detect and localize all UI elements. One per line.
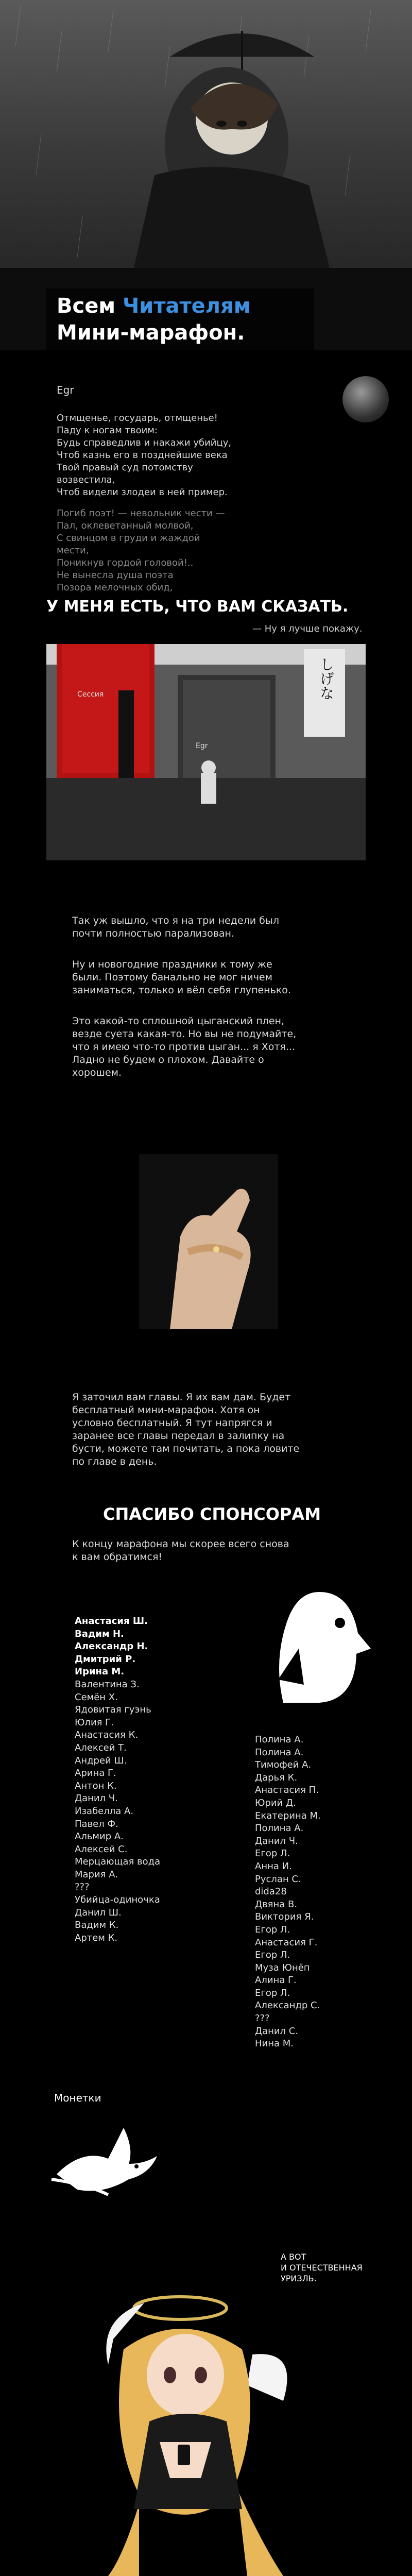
sponsor-right-item: Егор Л. [255,1924,290,1935]
sponsor-right-item: Александр С. [255,2000,320,2011]
sponsor-right-item: Нина М. [255,2038,294,2049]
dove-illustration [46,2117,165,2205]
sponsor-left-item: Анастасия К. [75,1730,139,1741]
comic-panel-1 [46,644,366,860]
sponsor-left-item: Изабелла А. [75,1805,134,1817]
paragraph-1: Так уж вышло, что я на три недели был почти полностью парализован. [72,915,279,939]
title-box [46,289,314,355]
sponsor-left-item: Артем К. [75,1932,118,1943]
sponsor-right-item: Полина А. [255,1747,304,1758]
sponsor-bold-4: Дмитрий Р. [75,1653,136,1665]
sponsor-left-item: Арина Г. [75,1768,116,1779]
author-name: Egr [57,384,74,396]
poem-visible: Отмщенье, государь, отмщенье! Паду к ногам твоим: Будь справедлив и накажи убийцу, Чтоб казнь его в позднейшие века Твой правый суд потомству возвестила, Чтоб видели злодеи в ней пример. [57,413,232,498]
sponsor-left-item: Алексей С. [75,1843,128,1855]
paragraph-4: Я заточил вам главы. Я их вам дам. Будет бесплатный мини-марафон. Хотя он условно бесплатный. Я тут напрягся и заранее все главы передал в залипку на бусти, можете там почитать, а пока ловите по главе в день. [72,1392,300,1467]
sponsor-right-item: Тимофей А. [255,1759,312,1771]
sponsor-left-item: Данил Ч. [75,1793,118,1804]
comic-char-label: Egr [196,742,208,750]
paragraph-2: Ну и новогодние праздники к тому же были. Поэтому банально не мог ничем заниматься, только и вёл себя глупенько. [72,959,291,996]
sponsor-right-item: ??? [255,2013,270,2024]
sponsor-right-item: Двяна В. [255,1899,298,1910]
sponsor-right-item: Анастасия П. [255,1785,319,1796]
announce-heading: У МЕНЯ ЕСТЬ, ЧТО ВАМ СКАЗАТЬ. [46,598,349,616]
sponsor-left-item: Семён Х. [75,1691,118,1703]
hand-art [139,1154,278,1329]
anime-girl-art [77,2287,314,2576]
penguin-illustration [268,1582,371,1705]
sponsor-right-item: Руслан С. [255,1873,301,1885]
title-prefix: Всем [57,294,116,318]
sponsor-right-item: Екатерина М. [255,1810,321,1821]
sponsor-right-item: Егор Л. [255,1848,290,1859]
sponsor-bold-5: Ирина М. [75,1666,125,1677]
sponsor-left-item: Мерцающая вода [75,1856,161,1868]
comic-kanji: しげな [318,657,335,700]
sponsor-left-item: Антон К. [75,1780,117,1791]
sponsor-right-item: Юрий Д. [255,1797,296,1808]
hand-illustration [139,1154,278,1329]
announce-note: — Ну я лучше покажу. [252,623,363,634]
sponsor-right-item: Дарья К. [255,1772,298,1783]
poem-faded: Погиб поэт! — невольник чести — Пал, оклеветанный молвой, С свинцом в груди и жаждой мести, Поникнув гордой головой!.. Не вынесла душа поэта Позора мелочных обид, [57,508,225,593]
sponsor-right-item: Муза Юнёп [255,1962,310,1973]
sponsor-left-item: Убийца-одиночка [75,1894,160,1906]
sponsor-right-item: Егор Л. [255,1950,290,1961]
sponsor-right-item: Полина А. [255,1734,304,1745]
comic-sign-label: Сессия [77,690,104,699]
sponsor-right-item: Данил Ч. [255,1835,298,1846]
sponsor-bold-3: Александр Н. [75,1641,148,1652]
anime-girl-illustration [77,2287,314,2576]
penguin-icon [268,1582,371,1705]
sponsor-right-item: dida28 [255,1886,287,1897]
waifu-label: А ВОТ И ОТЕЧЕСТВЕННАЯ УРИЗЛЬ. [281,2252,363,2283]
sponsor-right-item: Полина А. [255,1823,304,1834]
title-accent: Читателям [122,294,251,318]
sponsor-right-item: Данил С. [255,2025,299,2037]
sponsor-left-item: Данил Ш. [75,1907,122,1918]
sponsor-left-item: Андрей Ш. [75,1755,127,1766]
sponsor-bold-2: Вадим Н. [75,1628,124,1639]
sponsors-intro: К концу марафона мы скорее всего снова к вам обратимся! [72,1538,289,1563]
sponsor-right-item: Егор Л. [255,1987,290,1998]
sponsor-right-item: Виктория Я. [255,1911,314,1923]
sponsor-left-item: Ядовитая гуэнь [75,1704,151,1716]
title-line-1 [46,289,314,319]
sponsor-right-item: Анна И. [255,1860,292,1872]
sponsor-left-item: Валентина З. [75,1679,140,1690]
sponsor-bold-1: Анастасия Ш. [75,1616,148,1626]
sponsors-right-column [255,1734,379,2050]
sponsor-left-item: Юлия Г. [75,1717,114,1728]
sponsor-left-item: Мария А. [75,1869,118,1880]
title-line-2: Мини-марафон. [57,321,245,345]
paragraph-3: Это какой-то сплошной цыганский плен, везде суета какая-то. Но вы не подумайте, что я имею что-то против цыган... я Хотя... Ладно не будем о плохом. Давайте о хорошем. [72,1015,297,1078]
sponsor-left-item: Вадим К. [75,1920,119,1931]
sponsors-heading: СПАСИБО СПОНСОРАМ [103,1504,321,1524]
coins-label: Монетки [54,2092,101,2104]
sponsor-left-item: ??? [75,1882,90,1893]
sponsor-left-item: Алексей Т. [75,1742,127,1753]
sponsors-left-column [75,1615,198,1944]
dove-icon [46,2117,165,2205]
avatar [342,376,389,422]
sponsor-left-item: Павел Ф. [75,1818,118,1829]
sponsor-left-item: Альмир А. [75,1831,124,1842]
sponsor-right-item: Алина Г. [255,1975,297,1986]
sponsor-right-item: Анастасия Г. [255,1937,318,1948]
